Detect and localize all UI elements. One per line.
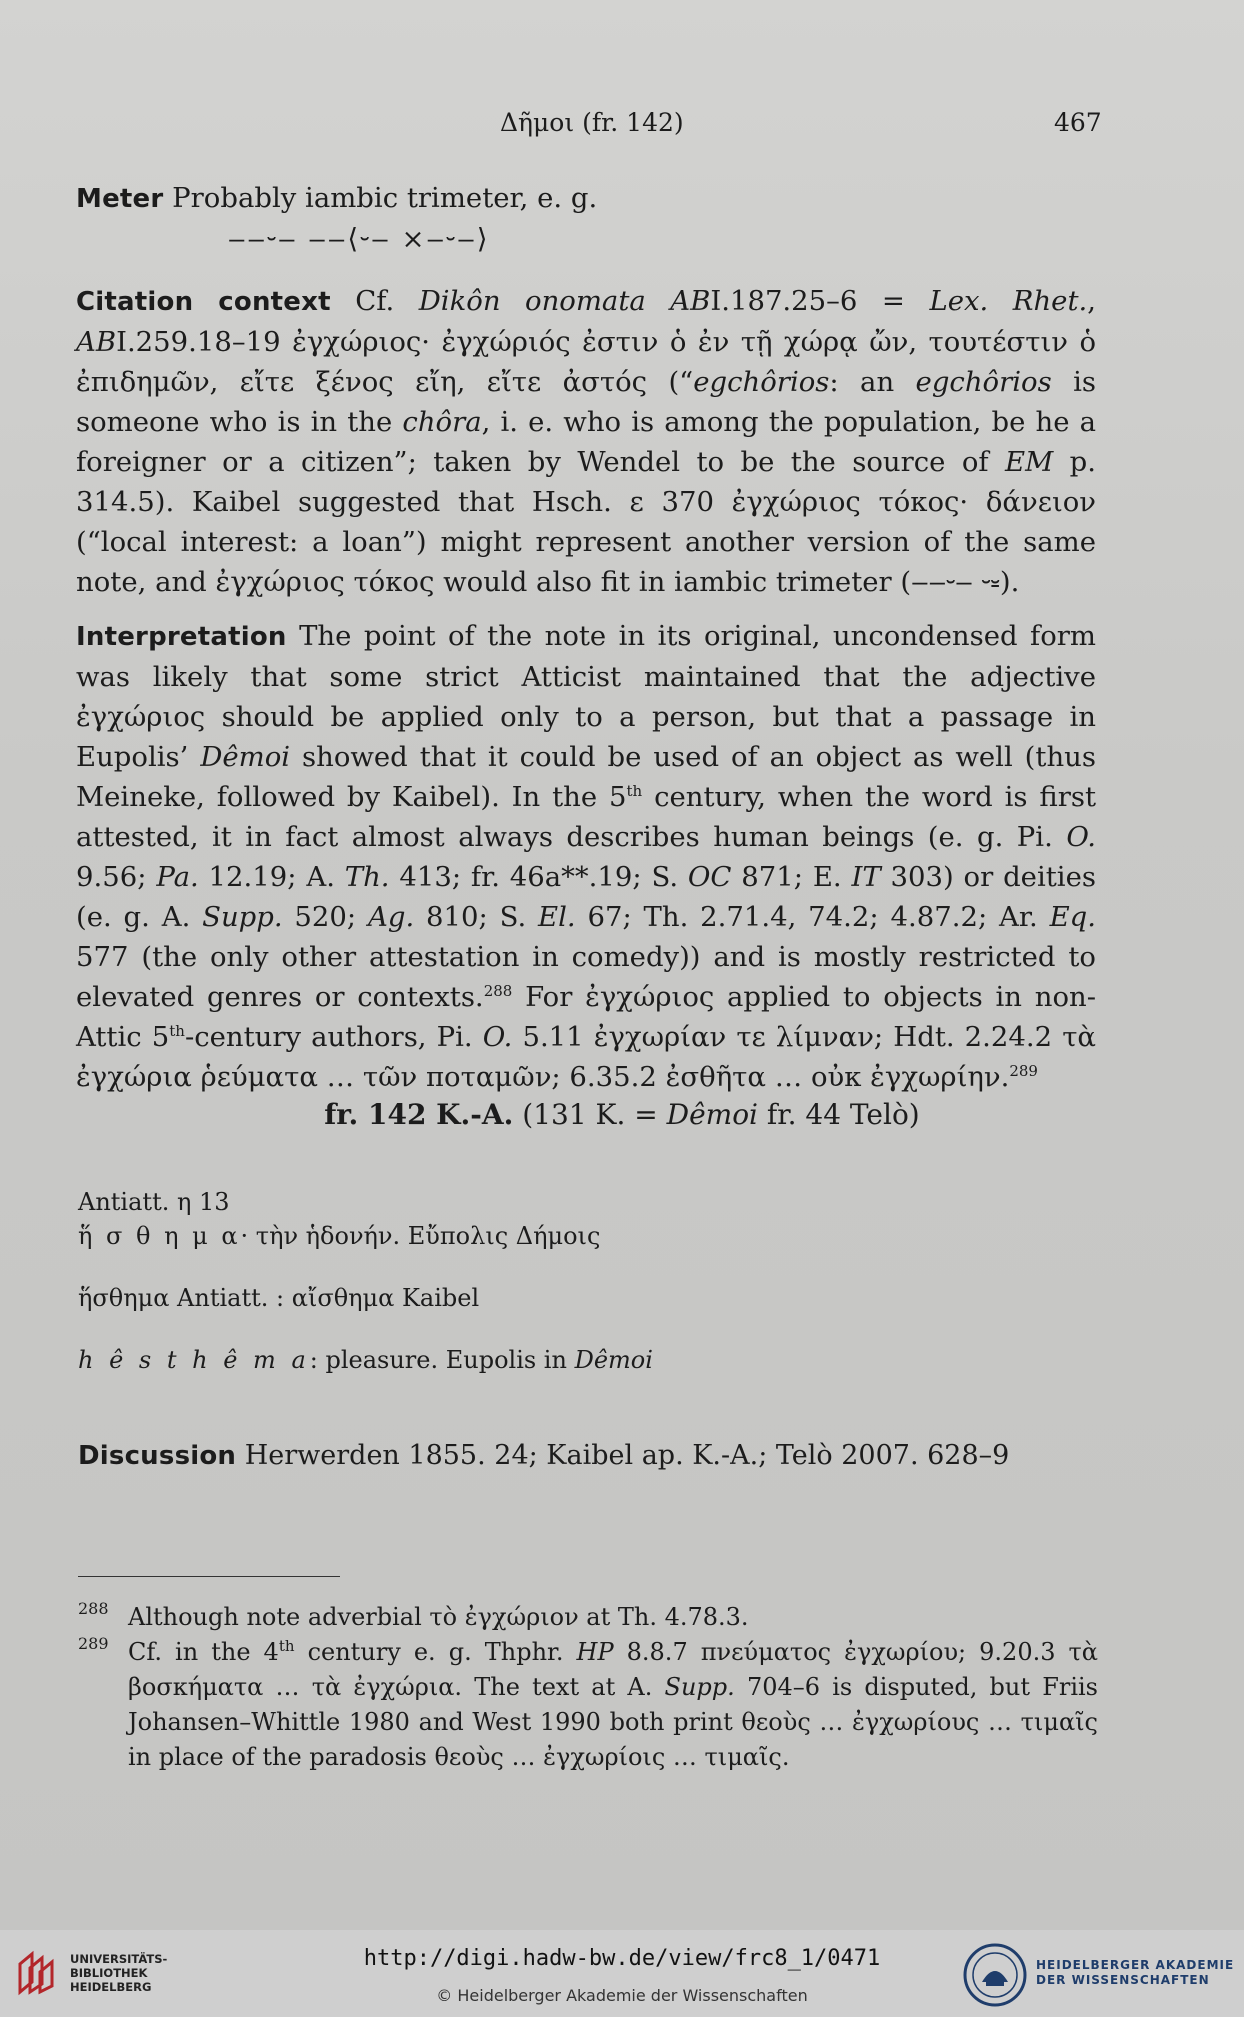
viewer-footer (0, 1930, 1244, 2017)
discussion-text: Herwerden 1855. 24; Kaibel ap. K.-A.; Telò 2007. 628–9 (244, 1440, 1010, 1471)
text-run: , (1087, 285, 1096, 317)
text-run: 67; Th. 2.71.4, 74.2; 4.87.2; Ar. (575, 901, 1050, 933)
text-run: 12.19; A. (198, 861, 345, 893)
text-run: 871; E. (731, 861, 852, 893)
text-run: For ἐγχώριος applied to objects in non-Attic 5 (76, 981, 1097, 1053)
italic-run: Dikôn onomata AB (418, 285, 711, 317)
library-name-line: UNIVERSITÄTS- (70, 1952, 168, 1966)
interpretation-label: Interpretation (76, 622, 287, 652)
italic-run: Lex. Rhet. (929, 285, 1088, 317)
text-run: (131 K. = (513, 1098, 667, 1131)
main-text (76, 178, 1096, 1097)
text-run: 8.8.7 πνεύματος ἐγχωρίου; 9.20.3 τὰ βοσκήματα … τὰ ἐγχώρια. The text at A. (128, 1638, 1099, 1701)
meter-scheme: ‒‒⏑‒ ‒‒⟨⏑‒ ×‒⏑‒⟩ (228, 223, 490, 255)
superscript: 289 (1009, 1061, 1038, 1080)
text-run: I.187.25–6 = (710, 285, 930, 317)
meter-text: Probably iambic trimeter, e. g. (172, 182, 598, 214)
meter-label: Meter (76, 184, 164, 214)
footnotes (78, 1600, 1098, 1775)
citation-text (76, 285, 1096, 598)
translation-rest: : pleasure. Eupolis in (309, 1346, 575, 1374)
translation-title: Dêmoi (574, 1346, 653, 1374)
text-run: fr. 44 Telò) (758, 1098, 920, 1131)
footnote-rule (78, 1576, 340, 1577)
fragment-lemma: ἥ σ θ η μ α (78, 1222, 241, 1250)
footnote-number: 289 (78, 1634, 109, 1653)
text-run: p. 314.5). Kaibel suggested that Hsch. ε 370 ἐγχώριος τόκος· δάνειον (“local interest: a loan”) might represent another version of the same note, and ἐγχώριος τόκος would also fit in iambic trimeter (‒‒⏑‒ ⏑⏓). (76, 446, 1096, 598)
italic-run: AB (76, 326, 117, 358)
permalink-url[interactable]: http://digi.hadw-bw.de/view/frc8_1/0471 (363, 1946, 881, 1971)
discussion-line (78, 1440, 1009, 1471)
superscript: 288 (483, 981, 513, 1000)
translation-lemma: h ê s t h ê m a (78, 1346, 310, 1374)
italic-run: egchôrios (693, 366, 830, 398)
fragment-greek-rest: · τὴν ἡδονήν. Εὔπολις Δήμοις (240, 1222, 601, 1250)
academy-seal-icon (962, 1942, 1028, 2008)
italic-run: El. (538, 901, 576, 933)
italic-run: HP (576, 1638, 614, 1666)
italic-run: Pa. (156, 861, 199, 893)
footnote-number: 288 (78, 1599, 109, 1618)
academy-name (1036, 1958, 1234, 1988)
fragment-apparatus: ἥσθημα Antiatt. : αἴσθημα Kaibel (78, 1284, 480, 1312)
text-run: The point of the note in its original, uncondensed form was likely that some strict Atticist maintained that the adjective ἐγχώριος should be applied only to a person, but that a passage in Eupolis’ (76, 620, 1096, 773)
text-run: century e. g. Thphr. (294, 1638, 577, 1666)
fragment-translation (78, 1343, 1078, 1377)
text-run: 5.11 ἐγχωρίαν τε λίμναν; Hdt. 2.24.2 τὰ ἐγχώρια ῥεύματα … τῶν ποταμῶν; 6.35.2 ἐσθῆτα … οὐκ ἐγχωρίην. (76, 1021, 1096, 1093)
footnote-text (128, 1603, 749, 1631)
text-run: 704–6 is disputed, but Friis Johansen–Whittle 1980 and West 1990 both print θεοὺς … ἐγχωρίους … τιμαῖς in place of the paradosis θεοὺς … ἐγχωρίοις … τιμαῖς. (128, 1673, 1098, 1771)
meter-paragraph (76, 178, 1096, 219)
text-run: 9.56; (76, 861, 157, 893)
footnote-text (128, 1638, 1098, 1771)
italic-run: Dêmoi (666, 1098, 759, 1131)
text-run: showed that it could be used of an object as well (thus Meineke, followed by Kaibel). In the 5 (76, 741, 1096, 813)
fragment-heading (0, 1098, 1244, 1131)
text-run: Cf. (355, 285, 419, 317)
text-run: : an (829, 366, 916, 398)
interpretation-paragraph (76, 616, 1096, 1097)
text-run: 413; fr. 46a**.19; S. (389, 861, 688, 893)
citation-label: Citation context (76, 287, 331, 317)
italic-run: Ag. (368, 901, 415, 933)
italic-run: Supp. (202, 901, 283, 933)
superscript: th (169, 1021, 185, 1040)
italic-run: Th. (344, 861, 390, 893)
italic-run: EM (1005, 446, 1054, 478)
academy-name-line: DER WISSENSCHAFTEN (1036, 1973, 1210, 1987)
text-run: 520; (282, 901, 369, 933)
text-run: -century authors, Pi. (184, 1021, 483, 1053)
superscript: th (626, 781, 643, 800)
italic-run: OC (687, 861, 732, 893)
bold-run: fr. 142 K.-A. (324, 1098, 514, 1131)
italic-run: Dêmoi (200, 741, 291, 773)
text-run: century, when the word is first attested, it in fact almost always describes human beings (e. g. Pi. (76, 781, 1097, 853)
text-run: 810; S. (414, 901, 539, 933)
italic-run: O. (482, 1021, 513, 1053)
superscript: th (278, 1637, 295, 1655)
text-run: 303) or deities (e. g. A. (76, 861, 1096, 933)
page-number: 467 (1054, 108, 1102, 137)
running-title: Δῆμοι (fr. 142) (500, 108, 684, 137)
text-run: Cf. in the 4 (128, 1638, 279, 1666)
text-run: , i. e. who is among the population, be he a foreigner or a citizen”; taken by Wendel to be the source of (76, 406, 1096, 478)
italic-run: chôra (402, 406, 482, 438)
fragment-greek (78, 1219, 1078, 1253)
text-run: Although note adverbial τὸ ἐγχώριον at Th. 4.78.3. (128, 1603, 749, 1631)
interpretation-text (76, 620, 1096, 1093)
italic-run: IT (851, 861, 881, 893)
academy-name-line: HEIDELBERGER AKADEMIE (1036, 1958, 1235, 1972)
text-run: 577 (the only other attestation in comedy)) and is mostly restricted to elevated genres or contexts. (76, 941, 1096, 1013)
discussion-label: Discussion (78, 1441, 237, 1471)
fragment-block (78, 1185, 1078, 1377)
fragment-source: Antiatt. η 13 (78, 1188, 230, 1216)
italic-run: Eq. (1049, 901, 1096, 933)
library-name-line: HEIDELBERG (70, 1980, 152, 1994)
copyright-notice: © Heidelberger Akademie der Wissenschaften (436, 1986, 808, 2005)
text-run: is someone who is in the (76, 366, 1096, 438)
italic-run: egchôrios (915, 366, 1052, 398)
library-name-line: BIBLIOTHEK (70, 1966, 148, 1980)
footnote-289 (78, 1635, 1098, 1775)
footnote-288 (78, 1600, 1098, 1635)
citation-paragraph (76, 281, 1096, 602)
italic-run: O. (1066, 821, 1096, 853)
italic-run: Supp. (664, 1673, 735, 1701)
text-run: I.259.18–19 ἐγχώριος· ἐγχώριός ἐστιν ὁ ἐν τῇ χώρᾳ ὤν, τουτέστιν ὁ ἐπιδημῶν, εἴτε ξένος εἴη, εἴτε ἀστός (“ (76, 326, 1096, 398)
